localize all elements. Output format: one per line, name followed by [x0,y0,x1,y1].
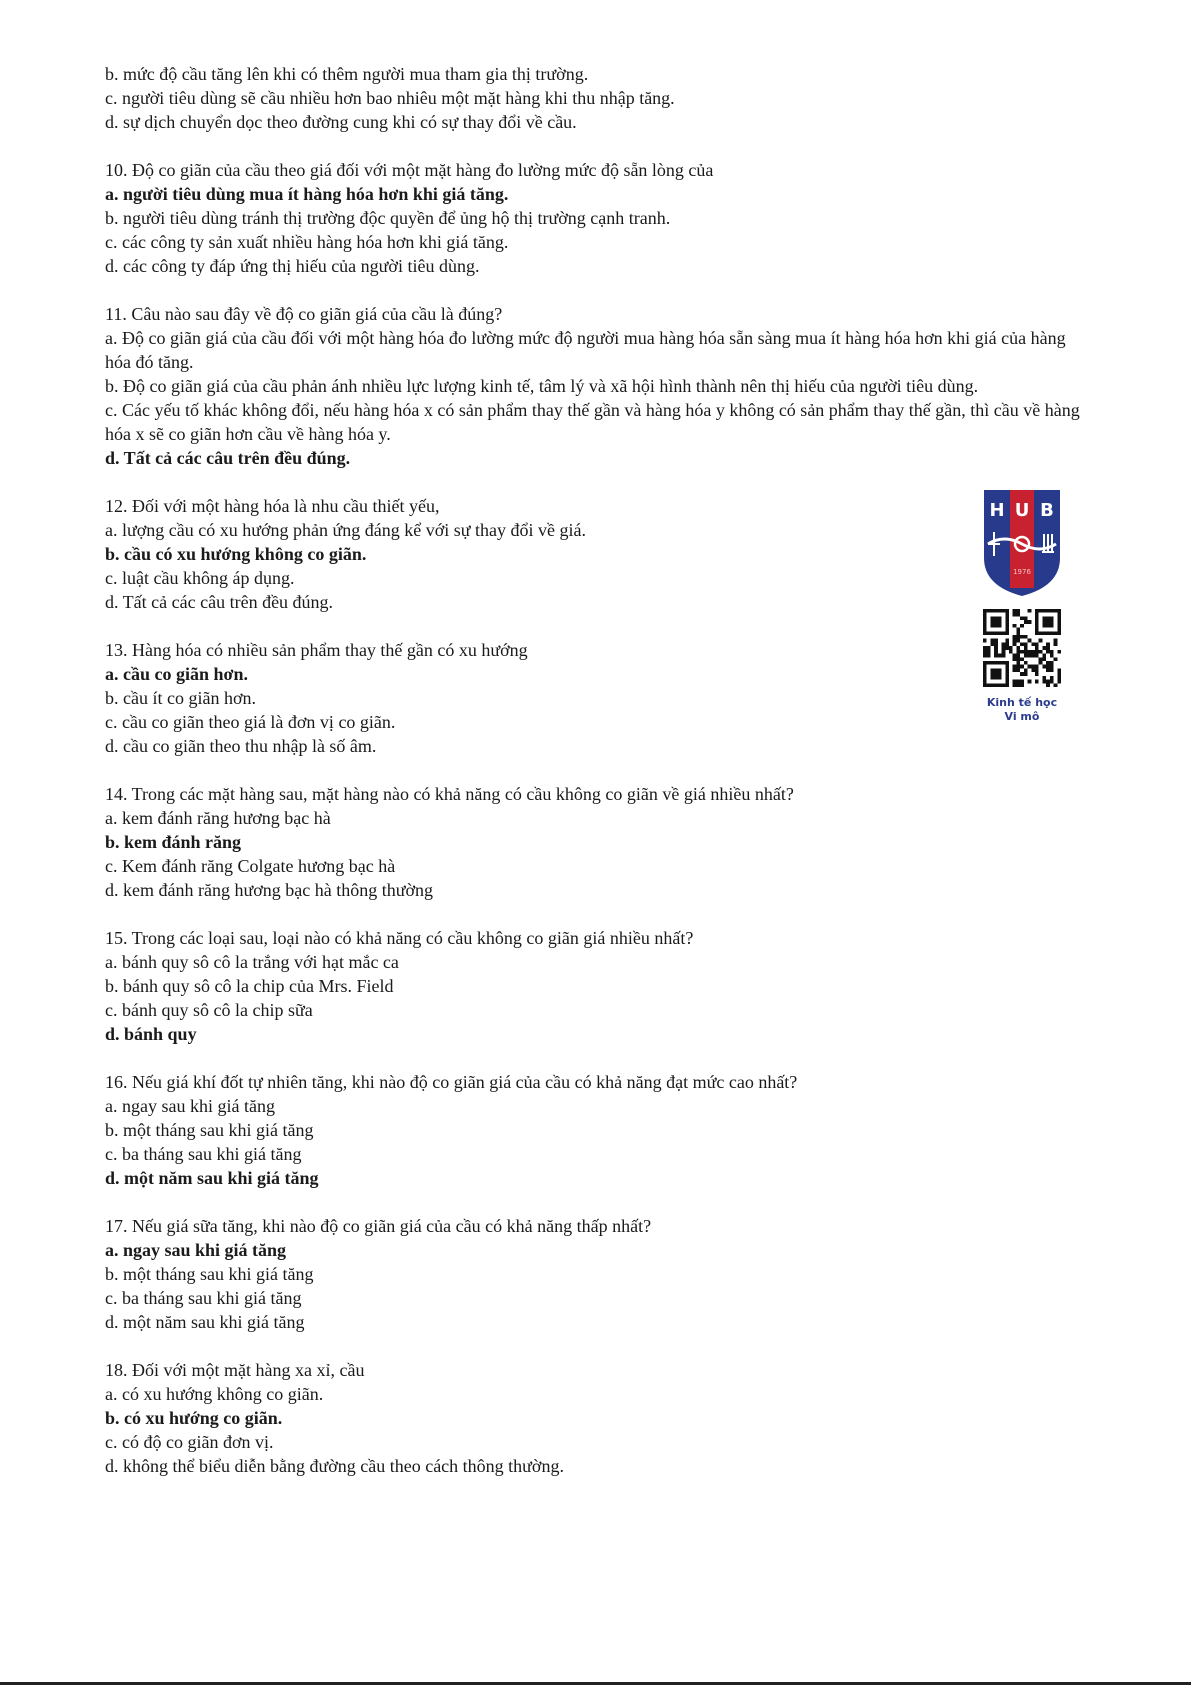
question-block [105,302,1080,470]
answer-option-correct: b. có xu hướng co giãn. [105,1408,283,1428]
answer-option: c. ba tháng sau khi giá tăng [105,1144,302,1164]
qr-code-icon[interactable] [983,609,1061,687]
answer-option-correct: d. một năm sau khi giá tăng [105,1168,319,1188]
answer-option: c. Các yếu tố khác không đổi, nếu hàng hóa x có sản phẩm thay thế gần và hàng hóa y không có sản phẩm thay thế gần, thì cầu về hàng hóa x sẽ co giãn hơn cầu về hàng hóa y. [105,400,1080,444]
answer-option: b. một tháng sau khi giá tăng [105,1120,314,1140]
answer-option: b. Độ co giãn giá của cầu phản ánh nhiều lực lượng kinh tế, tâm lý và xã hội hình thành nên thị hiếu của người tiêu dùng. [105,376,979,396]
answer-option: d. một năm sau khi giá tăng [105,1312,305,1332]
answer-option: c. luật cầu không áp dụng. [105,568,295,588]
document-page [105,62,1080,1502]
answer-option: a. ngay sau khi giá tăng [105,1096,275,1116]
question-block [105,62,1080,134]
answer-option: a. bánh quy sô cô la trắng với hạt mắc ca [105,952,399,972]
answer-option: a. kem đánh răng hương bạc hà [105,808,331,828]
answer-option-correct: b. kem đánh răng [105,832,242,852]
question-stem: 18. Đối với một mặt hàng xa xỉ, cầu [105,1360,365,1380]
question-stem: 12. Đối với một hàng hóa là nhu cầu thiết yếu, [105,496,440,516]
qr-caption-line1: Kinh tế học [986,696,1058,709]
logo-letter-b: B [1040,500,1054,521]
question-block [105,782,1080,902]
answer-option: c. bánh quy sô cô la chip sữa [105,1000,313,1020]
answer-option: c. ba tháng sau khi giá tăng [105,1288,302,1308]
answer-option-correct: d. Tất cả các câu trên đều đúng. [105,448,351,468]
answer-option-correct: a. người tiêu dùng mua ít hàng hóa hơn khi giá tăng. [105,184,509,204]
answer-option: d. kem đánh răng hương bạc hà thông thường [105,880,433,900]
question-block [105,926,1080,1046]
answer-option: b. bánh quy sô cô la chip của Mrs. Field [105,976,394,996]
question-block [105,1070,1080,1190]
question-stem: 10. Độ co giãn của cầu theo giá đối với một mặt hàng đo lường mức độ sẵn lòng của [105,160,714,180]
answer-option: b. người tiêu dùng tránh thị trường độc quyền để ủng hộ thị trường cạnh tranh. [105,208,671,228]
question-stem: 17. Nếu giá sữa tăng, khi nào độ co giãn giá của cầu có khả năng thấp nhất? [105,1216,652,1236]
answer-option: c. các công ty sản xuất nhiều hàng hóa hơn khi giá tăng. [105,232,509,252]
answer-option-correct: b. cầu có xu hướng không co giãn. [105,544,367,564]
answer-option: c. người tiêu dùng sẽ cầu nhiều hơn bao nhiêu một mặt hàng khi thu nhập tăng. [105,88,675,108]
question-block [105,638,1080,758]
question-stem: 16. Nếu giá khí đốt tự nhiên tăng, khi nào độ co giãn giá của cầu có khả năng đạt mức cao nhất? [105,1072,798,1092]
answer-option: d. không thể biểu diễn bằng đường cầu theo cách thông thường. [105,1456,564,1476]
answer-option: a. có xu hướng không co giãn. [105,1384,324,1404]
logo-year: 1976 [1013,568,1031,576]
answer-option: d. Tất cả các câu trên đều đúng. [105,592,334,612]
question-stem: 15. Trong các loại sau, loại nào có khả năng có cầu không co giãn giá nhiều nhất? [105,928,694,948]
answer-option: d. các công ty đáp ứng thị hiếu của người tiêu dùng. [105,256,480,276]
answer-option: d. sự dịch chuyển dọc theo đường cung khi có sự thay đổi về cầu. [105,112,577,132]
answer-option: c. cầu co giãn theo giá là đơn vị co giãn. [105,712,396,732]
answer-option-correct: d. bánh quy [105,1024,197,1044]
logo-building-icon [1042,534,1054,552]
question-block [105,1214,1080,1334]
question-stem: 11. Câu nào sau đây về độ co giãn giá của cầu là đúng? [105,304,503,324]
question-block [105,494,1080,614]
answer-option: d. cầu co giãn theo thu nhập là số âm. [105,736,377,756]
qr-caption-line2: Vi mô [1004,710,1040,723]
question-stem: 14. Trong các mặt hàng sau, mặt hàng nào có khả năng có cầu không co giãn về giá nhiều nhất? [105,784,794,804]
answer-option: b. mức độ cầu tăng lên khi có thêm người mua tham gia thị trường. [105,64,589,84]
answer-option-correct: a. cầu co giãn hơn. [105,664,248,684]
answer-option: b. cầu ít co giãn hơn. [105,688,256,708]
logo-letter-u: U [1014,500,1030,521]
hub-shield-icon [980,486,1064,598]
hub-logo [980,486,1064,598]
answer-option: c. Kem đánh răng Colgate hương bạc hà [105,856,396,876]
qr-caption [966,696,1078,724]
question-block [105,158,1080,278]
logo-letter-h: H [989,500,1005,521]
answer-option: c. có độ co giãn đơn vị. [105,1432,274,1452]
answer-option: a. lượng cầu có xu hướng phản ứng đáng kể với sự thay đổi về giá. [105,520,586,540]
answer-option-correct: a. ngay sau khi giá tăng [105,1240,287,1260]
question-stem: 13. Hàng hóa có nhiều sản phẩm thay thế gần có xu hướng [105,640,528,660]
question-block [105,1358,1080,1478]
answer-option: a. Độ co giãn giá của cầu đối với một hàng hóa đo lường mức độ người mua hàng hóa sẵn sàng mua ít hàng hóa hơn khi giá của hàng hóa đó tăng. [105,328,1066,372]
answer-option: b. một tháng sau khi giá tăng [105,1264,314,1284]
